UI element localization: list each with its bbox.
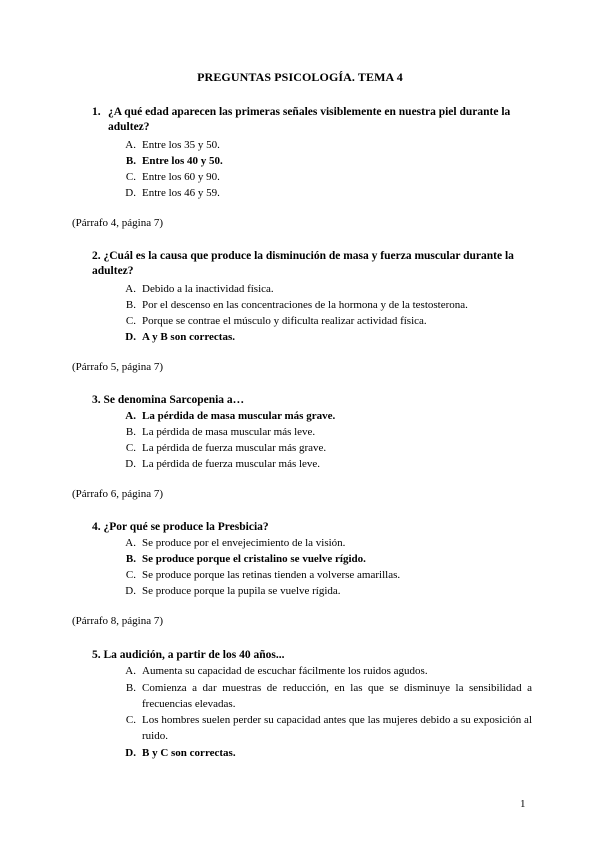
option-letter: D. (125, 747, 136, 759)
option-text: Los hombres suelen perder su capacidad antes que las mujeres debido a su exposición al ruido. (142, 714, 532, 742)
question-text: ¿A qué edad aparecen las primeras señales visiblemente en nuestra piel durante la adultez? (108, 106, 511, 133)
page-number: 1 (520, 798, 526, 810)
question-text: Se denomina Sarcopenia a… (103, 394, 245, 406)
option-letter: C. (125, 171, 136, 183)
option-letter: B. (125, 299, 136, 311)
option-text: Se produce por el envejecimiento de la visión. (142, 537, 346, 549)
question-text: La audición, a partir de los 40 años... (103, 649, 285, 661)
option-text: Se produce porque las retinas tienden a volverse amarillas. (142, 569, 401, 581)
option-text: A y B son correctas. (142, 331, 235, 343)
option-text: Porque se contrae el músculo y dificulta realizar actividad física. (142, 315, 427, 327)
option-letter: B. (125, 682, 136, 694)
option-text: Entre los 60 y 90. (142, 171, 220, 183)
option-text: La pérdida de masa muscular más leve. (142, 426, 316, 438)
option-text: La pérdida de fuerza muscular más leve. (142, 458, 321, 470)
option-text: Por el descenso en las concentraciones de la hormona y de la testosterona. (142, 299, 468, 311)
option-letter: D. (125, 458, 136, 470)
option-text: B y C son correctas. (142, 747, 236, 759)
reference-3: (Párrafo 6, página 7) (72, 488, 164, 500)
question-text-body: ¿Cuál es la causa que produce la disminución de masa y fuerza muscular durante la adultez? (92, 250, 514, 277)
option-text: Entre los 46 y 59. (142, 187, 220, 199)
option-text: Se produce porque la pupila se vuelve rígida. (142, 585, 341, 597)
question-text (92, 249, 532, 279)
option-text: Aumenta su capacidad de escuchar fácilmente los ruidos agudos. (142, 665, 428, 677)
question-1 (92, 105, 532, 135)
question-number: 3. (92, 394, 101, 406)
option-letter: B. (125, 553, 136, 565)
option-letter: C. (125, 714, 136, 726)
question-number: 4. (92, 521, 101, 533)
option-text: Entre los 35 y 50. (142, 139, 220, 151)
question-number: 2. (92, 250, 101, 262)
question-5 (92, 648, 532, 663)
option-text: La pérdida de masa muscular más grave. (142, 410, 336, 422)
option-letter: C. (125, 315, 136, 327)
question-2 (92, 249, 532, 279)
option-letter: A. (125, 537, 136, 549)
question-3 (92, 393, 532, 408)
option-letter: A. (125, 665, 136, 677)
option-text: La pérdida de fuerza muscular más grave. (142, 442, 327, 454)
option-text: Se produce porque el cristalino se vuelve rígido. (142, 553, 366, 565)
reference-4: (Párrafo 8, página 7) (72, 615, 164, 627)
option-letter: D. (125, 331, 136, 343)
page-title: PREGUNTAS PSICOLOGÍA. TEMA 4 (197, 70, 403, 84)
option-letter: A. (125, 283, 136, 295)
question-number: 1. (92, 106, 101, 118)
option-text: Debido a la inactividad física. (142, 283, 274, 295)
question-4 (92, 520, 532, 535)
reference-2: (Párrafo 5, página 7) (72, 361, 164, 373)
option-letter: A. (125, 139, 136, 151)
reference-1: (Párrafo 4, página 7) (72, 217, 164, 229)
question-text: ¿Por qué se produce la Presbicia? (103, 521, 269, 533)
option-letter: A. (125, 410, 136, 422)
option-text: Entre los 40 y 50. (142, 155, 223, 167)
option-letter: C. (125, 569, 136, 581)
option-letter: B. (125, 155, 136, 167)
option-letter: D. (125, 187, 136, 199)
option-letter: D. (125, 585, 136, 597)
question-number: 5. (92, 649, 101, 661)
option-text: Comienza a dar muestras de reducción, en las que se disminuye la sensibilidad a frecuencias elevadas. (142, 682, 532, 710)
option-letter: C. (125, 442, 136, 454)
option-letter: B. (125, 426, 136, 438)
